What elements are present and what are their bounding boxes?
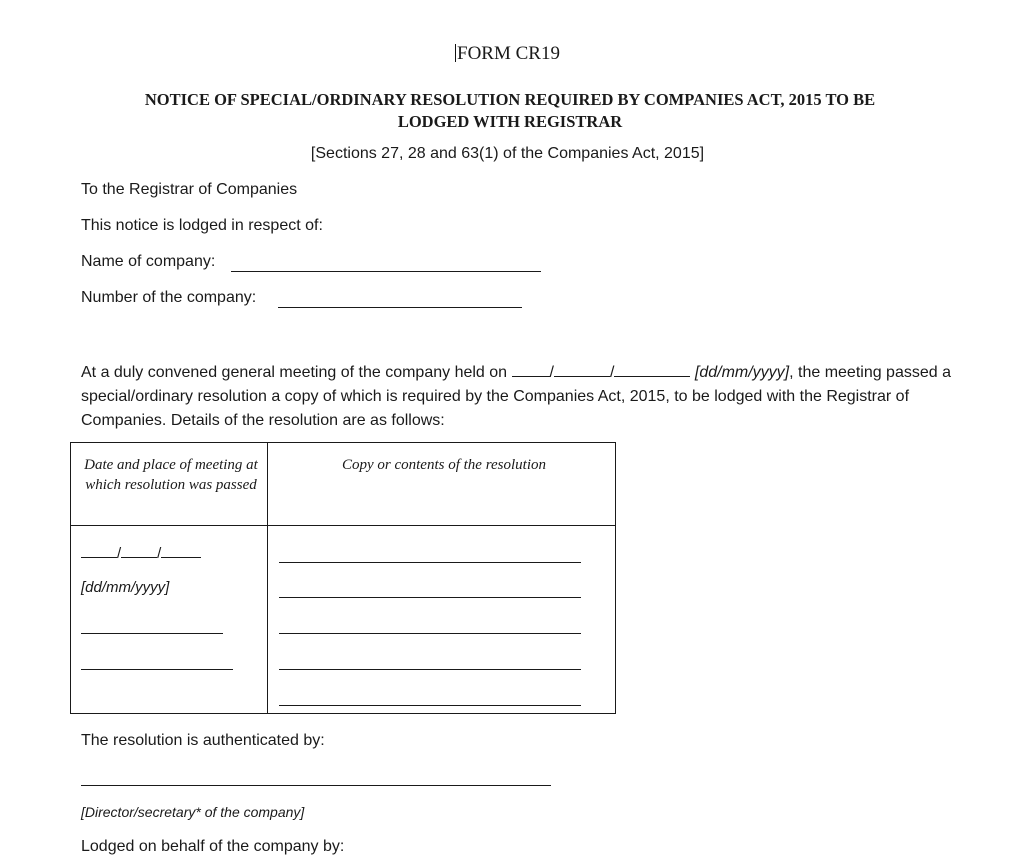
notice-heading: NOTICE OF SPECIAL/ORDINARY RESOLUTION REQUIRED BY COMPANIES ACT, 2015 TO BE LODGED WITH REGISTRAR (144, 90, 876, 131)
authenticated-label: The resolution is authenticated by: (81, 732, 325, 749)
resolution-line-5[interactable] (279, 705, 581, 706)
resolution-line-2[interactable] (279, 597, 581, 598)
table-column-divider (267, 443, 268, 713)
meeting-paragraph-end: , the meeting passed a special/ordinary resolution a copy of which is required by the Companies Act, 2015, to be lodged with the Registrar of Companies. Details of the resolution are as follows: (81, 364, 951, 429)
table-header-divider (71, 525, 615, 526)
meeting-paragraph: At a duly convened general meeting of the company held on / / [dd/mm/yyyy], the meeting passed a special/ordinary resolution a copy of which is required by the Companies Act, 2015, to be lodged with the Registrar of Companies. Details of the resolution are as follows: (81, 364, 951, 429)
addressee-line: To the Registrar of Companies (81, 181, 298, 198)
company-name-field[interactable] (231, 271, 541, 272)
meeting-date-format: [dd/mm/yyyy] (694, 364, 790, 381)
respect-of-line: This notice is lodged in respect of: (81, 217, 323, 234)
company-number-field[interactable] (278, 307, 522, 308)
table-date-format: [dd/mm/yyyy] (81, 579, 170, 596)
sections-reference: [Sections 27, 28 and 63(1) of the Companies Act, 2015] (310, 145, 705, 162)
company-name-label: Name of company: (81, 253, 216, 270)
meeting-paragraph-start: At a duly convened general meeting of the company held on (81, 364, 508, 381)
meeting-year-field[interactable] (614, 362, 690, 377)
company-number-label: Number of the company: (81, 289, 257, 306)
form-title-text: FORM CR19 (457, 43, 560, 64)
director-caption: [Director/secretary* of the company] (81, 804, 305, 820)
lodged-by-label: Lodged on behalf of the company by: (81, 838, 345, 855)
table-date-field[interactable]: / / (81, 543, 201, 562)
text-cursor (455, 44, 456, 62)
meeting-place-line-1[interactable] (81, 633, 223, 634)
resolution-line-4[interactable] (279, 669, 581, 670)
resolution-table (70, 442, 616, 714)
resolution-copy-header: Copy or contents of the resolution (341, 457, 546, 473)
form-title (0, 43, 1015, 65)
date-place-header: Date and place of meeting at which resolution was passed (84, 457, 258, 493)
meeting-place-line-2[interactable] (81, 669, 233, 670)
resolution-line-3[interactable] (279, 633, 581, 634)
resolution-line-1[interactable] (279, 562, 581, 563)
authenticator-signature-line[interactable] (81, 785, 551, 786)
meeting-day-field[interactable] (512, 362, 550, 377)
meeting-month-field[interactable] (554, 362, 610, 377)
